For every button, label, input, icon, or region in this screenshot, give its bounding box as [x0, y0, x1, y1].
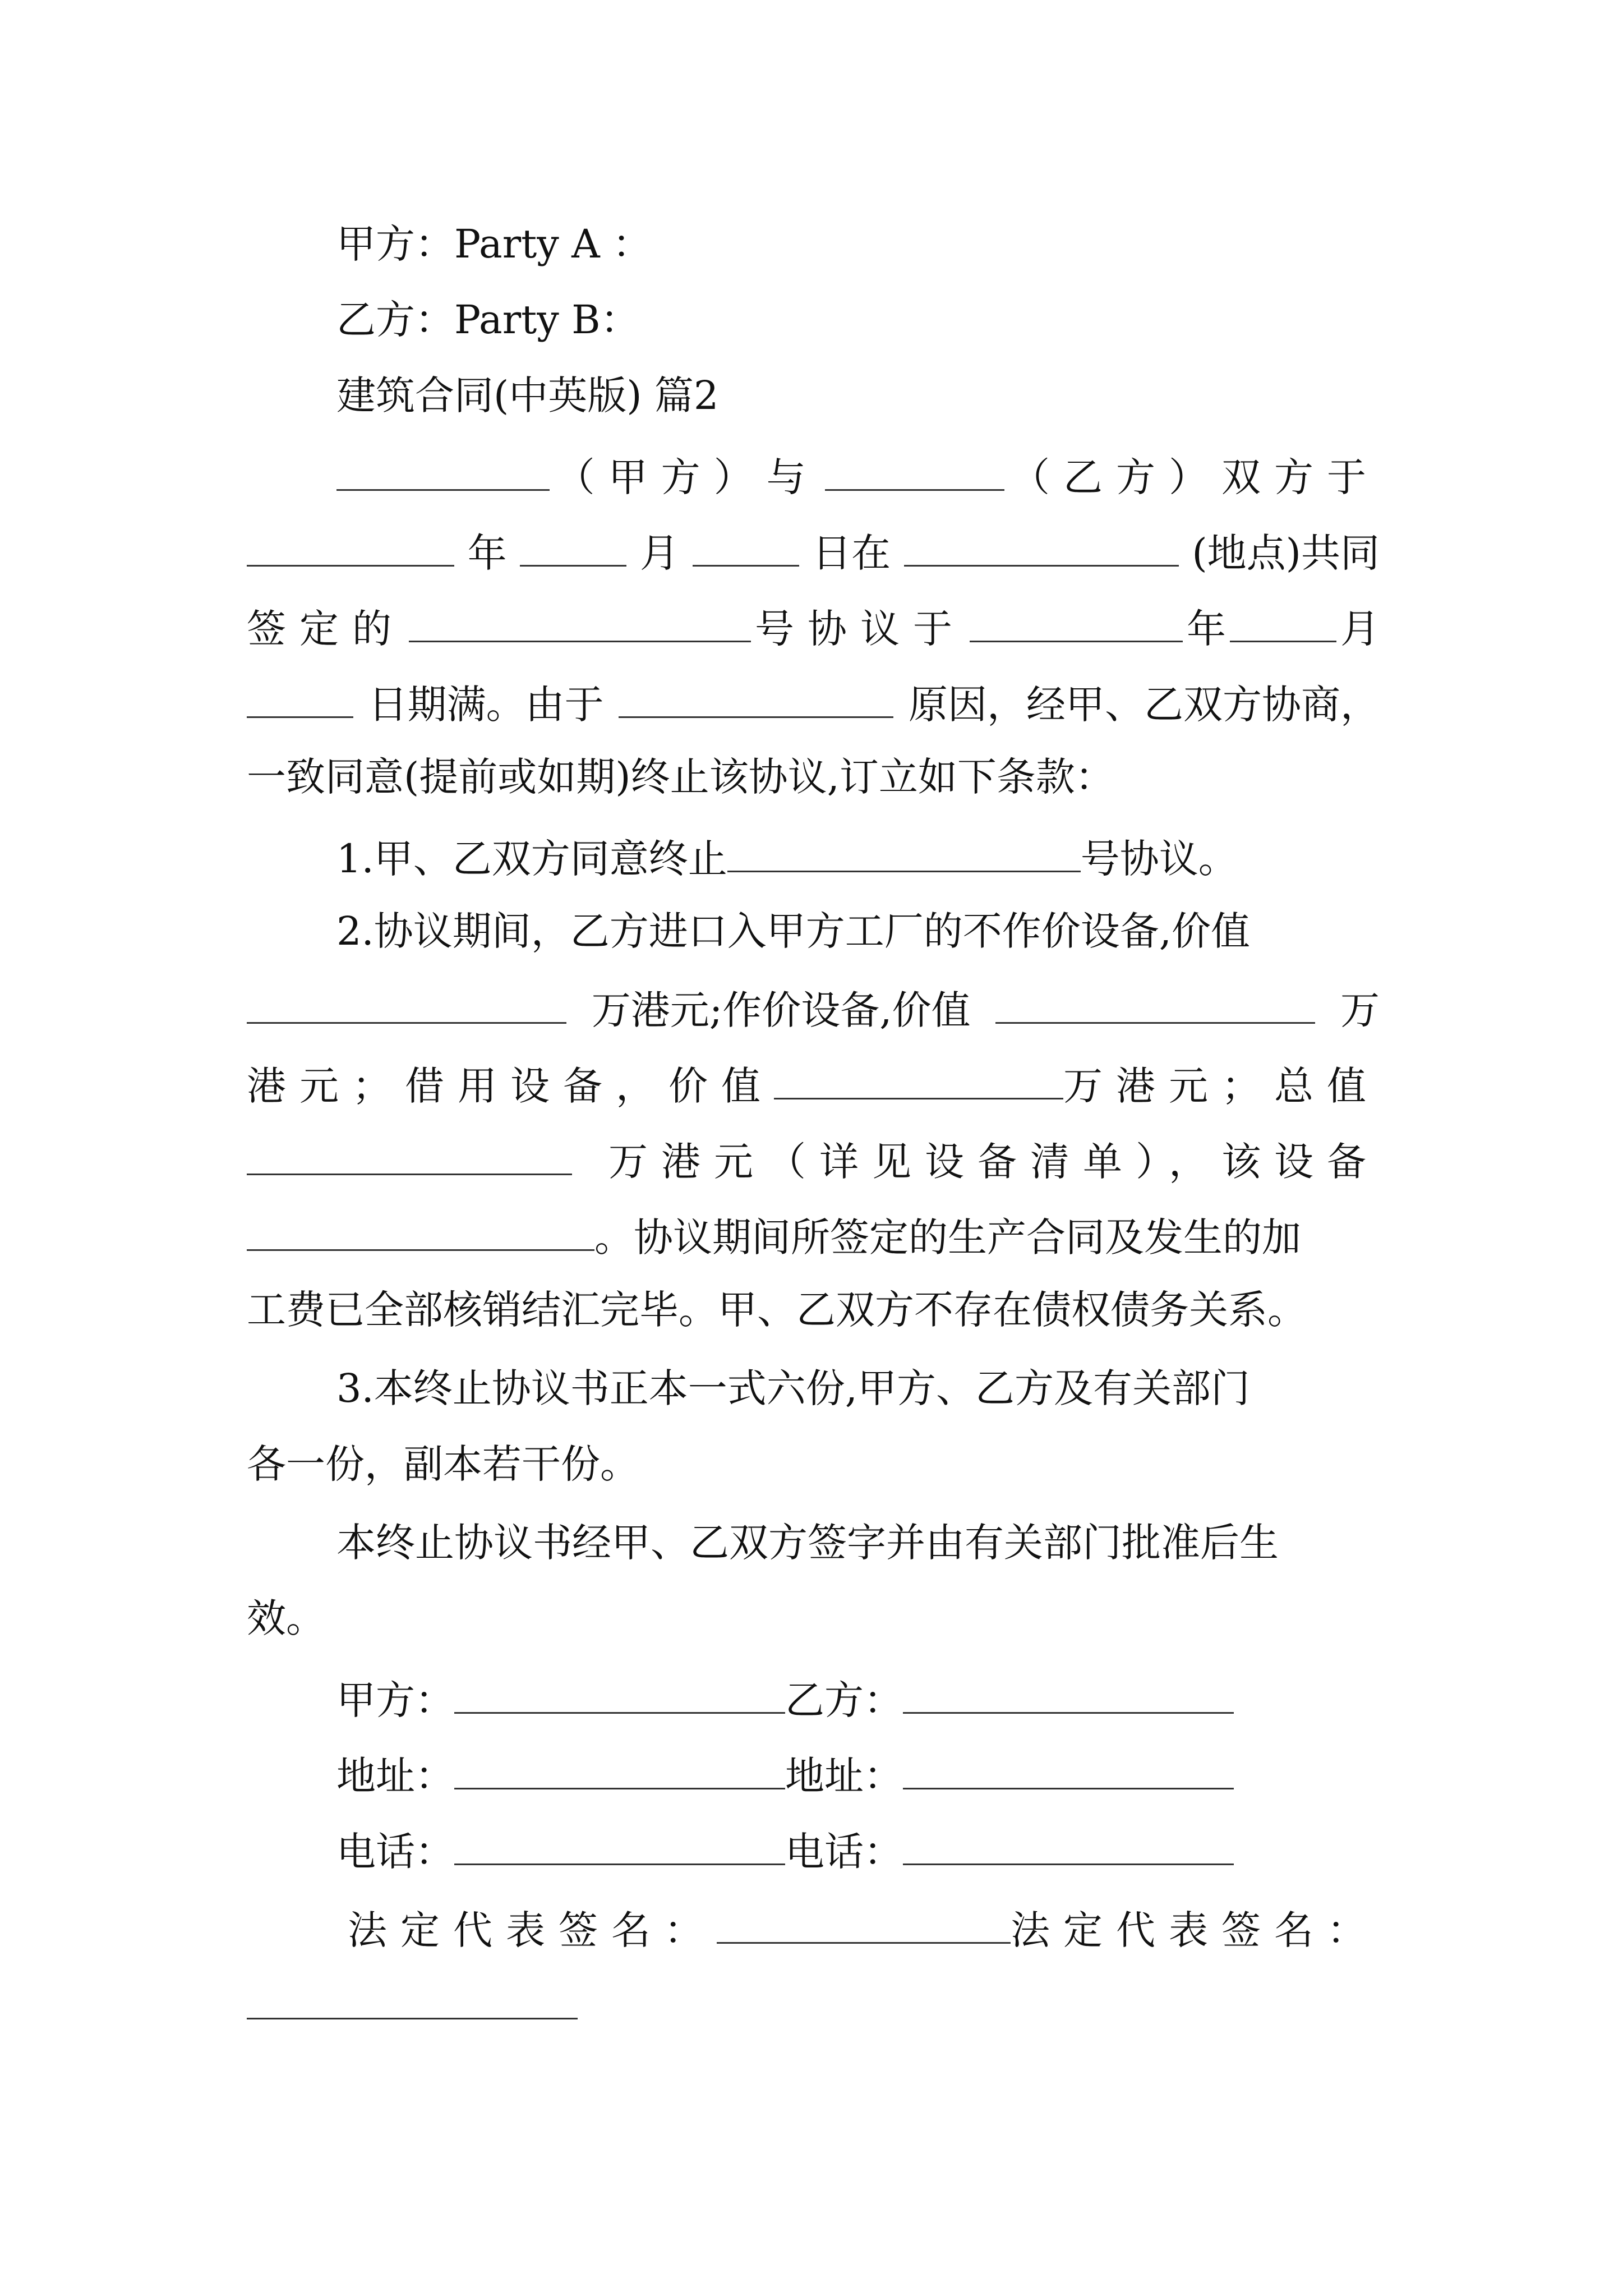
total-value-blank: [247, 1133, 572, 1175]
signature-party-row: [336, 1672, 1380, 1722]
signature-legal-rep-row: [348, 1902, 1380, 1952]
party-a-heading: 甲方：Party A ：: [336, 221, 652, 267]
reason-blank: [619, 676, 893, 718]
party-a-label: （甲方）与: [555, 454, 819, 500]
intro-line-3: [247, 600, 1380, 651]
agreement-no-blank: [409, 600, 751, 642]
equipment-disposition-blank: [247, 1209, 594, 1251]
place-blank: [904, 524, 1179, 567]
legal-rep-b-row: [247, 1977, 1380, 2028]
clause-2-line-5: [247, 1209, 1380, 1259]
sign-party-b-blank: [903, 1672, 1234, 1714]
month-label: 月: [639, 530, 679, 576]
phone-a-blank: [454, 1823, 785, 1865]
day-at-label: 日在: [812, 530, 891, 576]
total-value-label: 万港元；总值: [1063, 1063, 1380, 1109]
effective-line-2: 效。: [247, 1595, 325, 1641]
legal-rep-a-label: 法定代表签名：: [348, 1907, 717, 1953]
priced-equipment-label: 万港元;作价设备,价值: [591, 987, 971, 1033]
non-priced-value-blank: [247, 982, 566, 1024]
clause-3-line-1: 3.本终止协议书正本一式六份,甲方、乙方及有关部门: [336, 1365, 1251, 1411]
expire-year-blank: [970, 600, 1183, 642]
address-b-label: 地址：: [785, 1753, 903, 1799]
intro-line-2: [247, 524, 1380, 575]
expire-year-label: 年: [1187, 606, 1226, 652]
year-blank: [247, 524, 454, 567]
year-label: 年: [467, 530, 507, 576]
signature-phone-row: [336, 1823, 1380, 1874]
legal-rep-b-label: 法定代表签名：: [1011, 1907, 1380, 1953]
sign-party-a-blank: [454, 1672, 785, 1714]
clause-1: [336, 830, 1380, 881]
signature-address-row: [336, 1747, 1380, 1798]
sign-party-b-label: 乙方：: [785, 1677, 903, 1723]
month-blank: [520, 524, 626, 567]
clause-1-prefix: 1.甲、乙双方同意终止: [336, 836, 727, 882]
expire-month-blank: [1230, 600, 1336, 642]
effective-line-1: 本终止协议书经甲、乙双方签字并由有关部门批准后生: [336, 1520, 1279, 1566]
legal-rep-a-blank: [717, 1902, 1011, 1944]
wan-label: 万: [1340, 987, 1380, 1033]
address-a-blank: [454, 1747, 785, 1789]
expire-day-blank: [247, 676, 353, 718]
address-b-blank: [903, 1747, 1234, 1789]
section-title: 建筑合同(中英版) 篇2: [336, 372, 719, 418]
production-contract-label: 。协议期间所签定的生产合同及发生的加: [594, 1214, 1301, 1260]
legal-rep-b-blank: [247, 1977, 578, 2019]
clause-2-line-3: [247, 1057, 1380, 1108]
borrowed-equipment-label: 港元；借用设备，价值: [247, 1063, 774, 1109]
clause-2-line-2: [247, 982, 1380, 1032]
clause-2-line-1: 2.协议期间，乙方进口入甲方工厂的不作价设备,价值: [336, 908, 1251, 954]
signed-label: 签定的: [247, 606, 405, 652]
expire-day-label: 日期满。由于: [368, 682, 604, 728]
party-b-heading: 乙方：Party B：: [336, 297, 640, 343]
clause-1-suffix: 号协议。: [1080, 836, 1238, 882]
equipment-list-label: 万港元（详见设备清单），该设备: [608, 1139, 1380, 1185]
phone-b-blank: [903, 1823, 1234, 1865]
borrowed-value-blank: [774, 1057, 1063, 1099]
terminated-agreement-blank: [727, 830, 1081, 872]
phone-a-label: 电话：: [336, 1829, 454, 1875]
sign-party-a-label: 甲方：: [336, 1677, 454, 1723]
party-a-blank: [336, 449, 550, 491]
expire-month-label: 月: [1340, 606, 1380, 652]
address-a-label: 地址：: [336, 1753, 454, 1799]
party-b-blank: [825, 449, 1004, 491]
party-b-label: （乙方）双方于: [1010, 454, 1380, 500]
reason-label: 原因，经甲、乙双方协商，: [908, 682, 1380, 728]
phone-b-label: 电话：: [785, 1829, 903, 1875]
priced-value-blank: [995, 982, 1315, 1024]
intro-line-1: [336, 449, 1380, 499]
clause-2-line-4: [247, 1133, 1380, 1184]
intro-line-4: [247, 676, 1380, 726]
day-blank: [693, 524, 799, 567]
agreement-no-label: 号协议于: [755, 606, 966, 652]
clause-3-line-2: 各一份，副本若干份。: [247, 1441, 639, 1487]
place-label: (地点)共同: [1192, 530, 1380, 576]
intro-line-5: 一致同意(提前或如期)终止该协议,订立如下条款：: [247, 754, 1114, 800]
clause-2-line-6: 工费已全部核销结汇完毕。甲、乙双方不存在债权债务关系。: [247, 1287, 1307, 1333]
